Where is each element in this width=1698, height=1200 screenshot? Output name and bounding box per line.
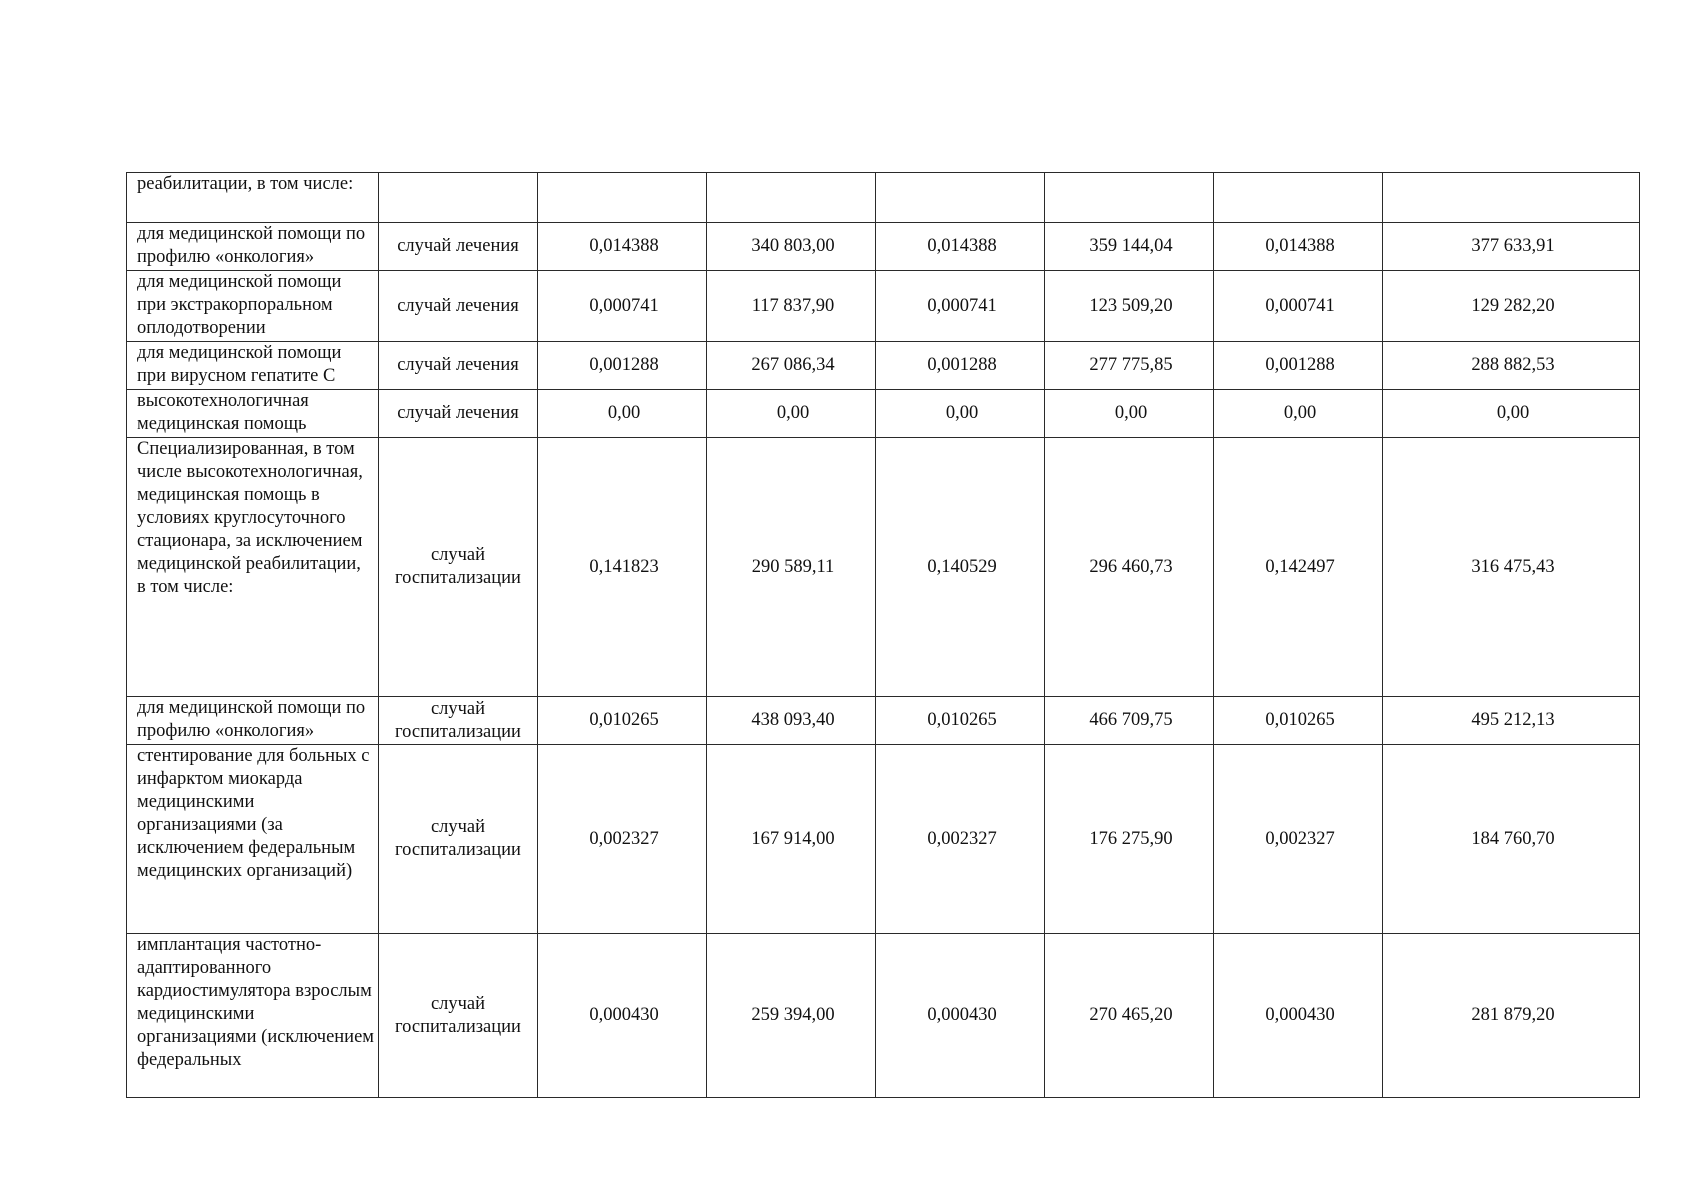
value-cell: 0,000430 — [538, 934, 707, 1098]
value-cell: 0,001288 — [876, 342, 1045, 390]
unit-cell: случай лечения — [379, 223, 538, 271]
value-cell: 359 144,04 — [1045, 223, 1214, 271]
value-cell: 0,014388 — [876, 223, 1045, 271]
row-name-cell: для медицинской помощи по профилю «онкология» — [127, 697, 379, 745]
row-name-cell: реабилитации, в том числе: — [127, 173, 379, 223]
row-name-cell: для медицинской помощи при вирусном гепатите С — [127, 342, 379, 390]
value-cell: 316 475,43 — [1383, 438, 1640, 697]
value-cell: 0,002327 — [538, 745, 707, 934]
value-cell — [707, 173, 876, 223]
value-cell: 0,014388 — [1214, 223, 1383, 271]
value-cell: 0,000430 — [1214, 934, 1383, 1098]
value-cell: 0,002327 — [876, 745, 1045, 934]
table-row — [127, 390, 1640, 438]
value-cell: 0,00 — [876, 390, 1045, 438]
value-cell: 0,010265 — [876, 697, 1045, 745]
table-row — [127, 223, 1640, 271]
value-cell: 123 509,20 — [1045, 271, 1214, 342]
unit-cell: случай лечения — [379, 271, 538, 342]
value-cell: 0,001288 — [538, 342, 707, 390]
value-cell: 277 775,85 — [1045, 342, 1214, 390]
table-row — [127, 934, 1640, 1098]
row-name-cell: имплантация частотно-адаптированного кардиостимулятора взрослым медицинскими организациями (исключением федеральных — [127, 934, 379, 1098]
value-cell — [1045, 173, 1214, 223]
value-cell: 0,141823 — [538, 438, 707, 697]
data-table — [126, 172, 1640, 1098]
table-row — [127, 173, 1640, 223]
value-cell: 184 760,70 — [1383, 745, 1640, 934]
value-cell: 0,000741 — [876, 271, 1045, 342]
value-cell: 176 275,90 — [1045, 745, 1214, 934]
value-cell: 0,010265 — [1214, 697, 1383, 745]
value-cell: 466 709,75 — [1045, 697, 1214, 745]
unit-cell: случай госпитализации — [379, 745, 538, 934]
value-cell: 129 282,20 — [1383, 271, 1640, 342]
value-cell: 259 394,00 — [707, 934, 876, 1098]
value-cell: 0,002327 — [1214, 745, 1383, 934]
row-name-cell: стентирование для больных с инфарктом миокарда медицинскими организациями (за исключением федеральным медицинских организаций) — [127, 745, 379, 934]
value-cell: 117 837,90 — [707, 271, 876, 342]
value-cell: 0,000741 — [538, 271, 707, 342]
value-cell: 0,000430 — [876, 934, 1045, 1098]
value-cell — [876, 173, 1045, 223]
unit-cell: случай госпитализации — [379, 934, 538, 1098]
value-cell: 0,00 — [1383, 390, 1640, 438]
value-cell: 0,140529 — [876, 438, 1045, 697]
table-row — [127, 745, 1640, 934]
row-name-cell: высокотехнологичная медицинская помощь — [127, 390, 379, 438]
value-cell: 281 879,20 — [1383, 934, 1640, 1098]
value-cell: 438 093,40 — [707, 697, 876, 745]
value-cell: 296 460,73 — [1045, 438, 1214, 697]
value-cell: 290 589,11 — [707, 438, 876, 697]
value-cell: 0,014388 — [538, 223, 707, 271]
row-name-cell: для медицинской помощи по профилю «онкология» — [127, 223, 379, 271]
value-cell: 0,142497 — [1214, 438, 1383, 697]
value-cell: 0,00 — [707, 390, 876, 438]
value-cell: 0,001288 — [1214, 342, 1383, 390]
unit-cell: случай госпитализации — [379, 438, 538, 697]
value-cell: 340 803,00 — [707, 223, 876, 271]
value-cell — [1214, 173, 1383, 223]
unit-cell: случай лечения — [379, 342, 538, 390]
value-cell: 288 882,53 — [1383, 342, 1640, 390]
table-row — [127, 271, 1640, 342]
value-cell: 267 086,34 — [707, 342, 876, 390]
value-cell: 0,010265 — [538, 697, 707, 745]
value-cell: 0,00 — [1045, 390, 1214, 438]
table-row — [127, 438, 1640, 697]
value-cell: 495 212,13 — [1383, 697, 1640, 745]
value-cell: 377 633,91 — [1383, 223, 1640, 271]
row-name-cell: для медицинской помощи при экстракорпоральном оплодотворении — [127, 271, 379, 342]
value-cell: 167 914,00 — [707, 745, 876, 934]
table-row — [127, 342, 1640, 390]
value-cell: 0,000741 — [1214, 271, 1383, 342]
table-row — [127, 697, 1640, 745]
value-cell: 0,00 — [1214, 390, 1383, 438]
unit-cell: случай госпитализации — [379, 697, 538, 745]
unit-cell — [379, 173, 538, 223]
value-cell: 270 465,20 — [1045, 934, 1214, 1098]
unit-cell: случай лечения — [379, 390, 538, 438]
value-cell: 0,00 — [538, 390, 707, 438]
value-cell — [538, 173, 707, 223]
value-cell — [1383, 173, 1640, 223]
row-name-cell: Специализированная, в том числе высокотехнологичная, медицинская помощь в условиях круглосуточного стационара, за исключением медицинской реабилитации, в том числе: — [127, 438, 379, 697]
